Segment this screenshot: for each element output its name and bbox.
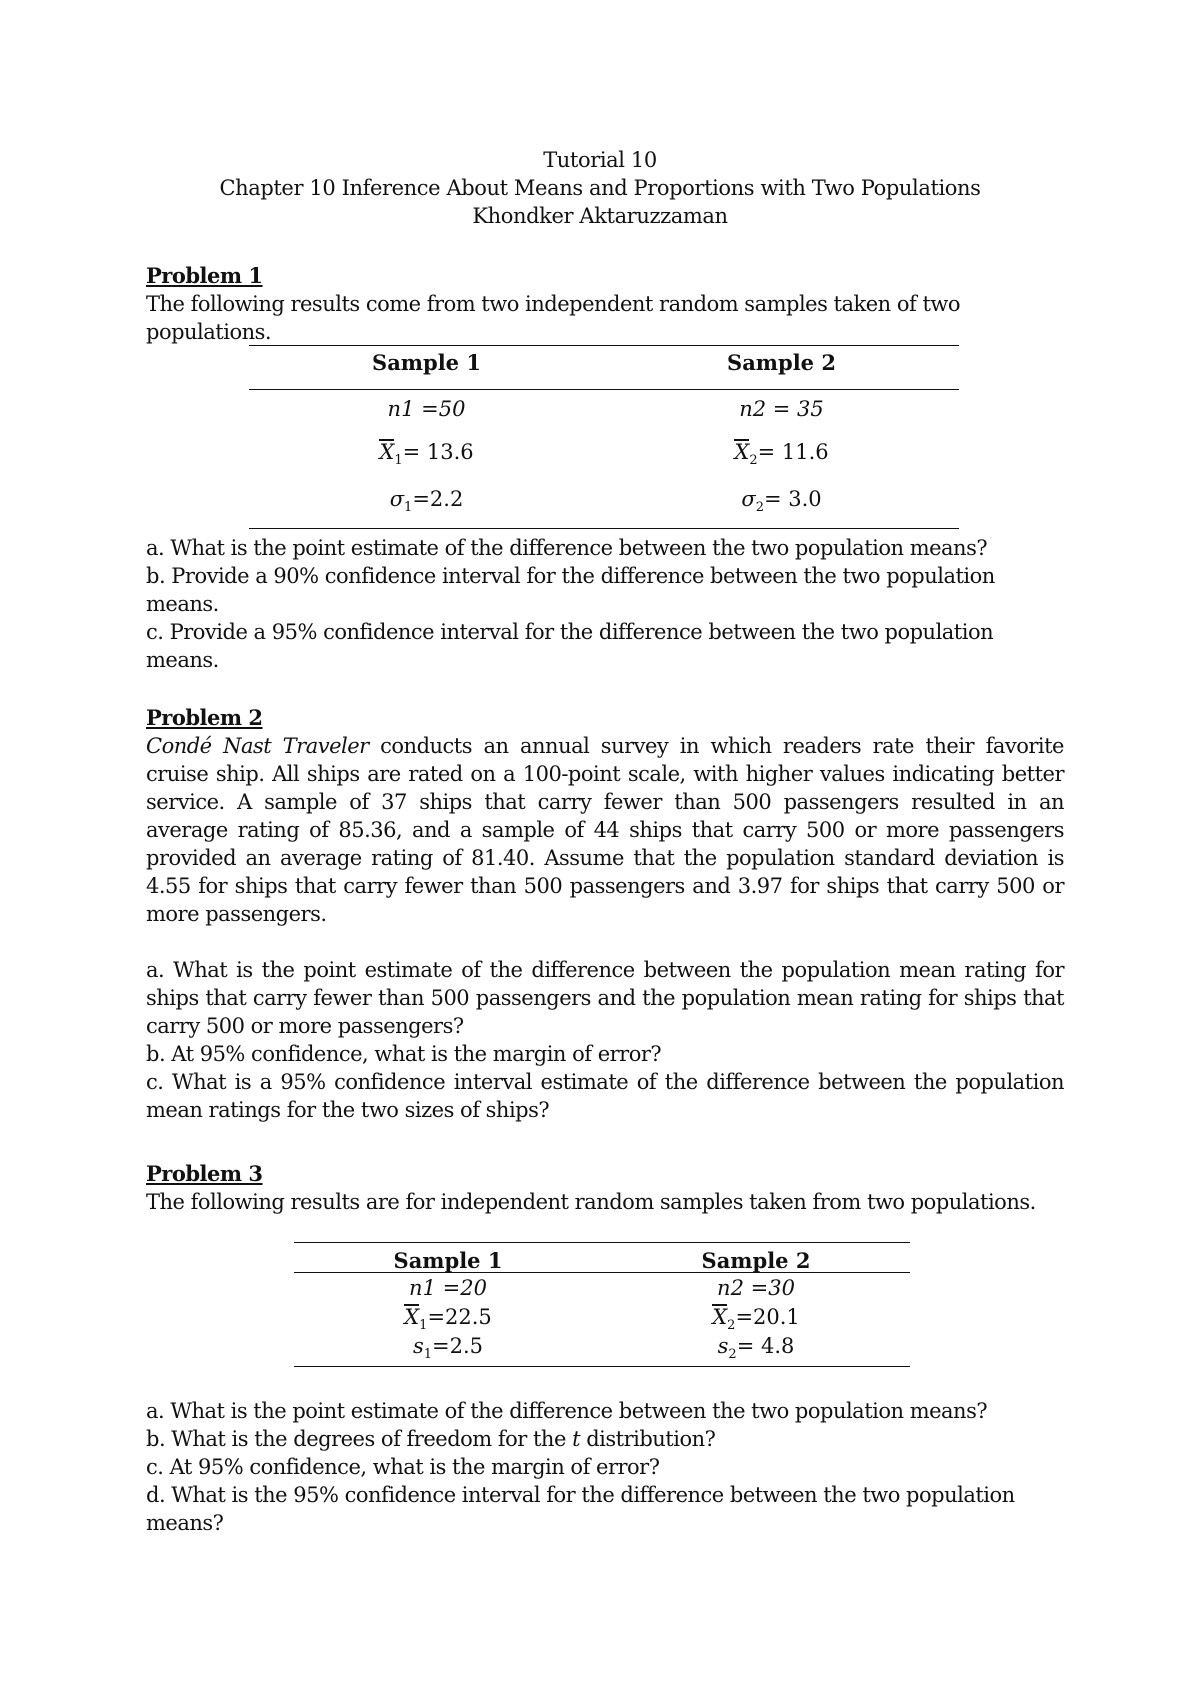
- problem3-questions: [146, 1397, 1051, 1537]
- sample2-mean: $X_2= 11.6$: [734, 440, 829, 469]
- problem1-question-a: a. What is the point estimate of the difference between the two population means?: [146, 536, 988, 560]
- tutorial-title: Tutorial 10: [543, 148, 657, 172]
- problem2-question-b: b. At 95% confidence, what is the margin of error?: [146, 1042, 662, 1066]
- table-rule-bottom: [249, 528, 959, 529]
- author-name: Khondker Aktaruzzaman: [472, 204, 728, 228]
- table-rule-bottom: [294, 1366, 910, 1367]
- sample2-mean: $X_2=20.1$: [712, 1305, 800, 1334]
- table-header-sample2: Sample 2: [727, 350, 836, 375]
- sample1-mean: $X_1= 13.6$: [379, 440, 474, 469]
- problem1-title: Problem 1: [146, 263, 263, 288]
- document-header: [0, 146, 1200, 230]
- sample2-n: n2 = 35: [739, 397, 824, 421]
- problem2-title: Problem 2: [146, 705, 263, 730]
- table-rule-header: [249, 389, 959, 390]
- magazine-name: Condé Nast Traveler: [146, 734, 369, 758]
- table-rule-top: [249, 345, 959, 346]
- problem2-question-a: a. What is the point estimate of the difference between the population mean rating for ships that carry fewer than 500 passengers and the population mean rating for ships that carry 500 or more passengers?: [146, 958, 1064, 1038]
- problem3-section: [146, 1160, 1064, 1216]
- chapter-title: Chapter 10 Inference About Means and Proportions with Two Populations: [219, 176, 981, 200]
- sample1-s: $s_1=2.5$: [412, 1334, 484, 1363]
- problem1-question-b: b. Provide a 90% confidence interval for the difference between the two population means.: [146, 564, 995, 616]
- problem1-section: [146, 262, 1064, 346]
- problem3-question-c: c. At 95% confidence, what is the margin of error?: [146, 1455, 660, 1479]
- sample2-s: $s_2= 4.8$: [717, 1334, 795, 1363]
- sample1-n: n1 =50: [387, 397, 466, 421]
- sample1-mean: $X_1=22.5$: [404, 1305, 492, 1334]
- sample1-sigma: $\sigma_1=2.2$: [389, 487, 464, 516]
- table-header-sample1: Sample 1: [372, 350, 481, 375]
- problem3-question-a: a. What is the point estimate of the difference between the two population means?: [146, 1399, 988, 1423]
- problem3-intro: The following results are for independent random samples taken from two populations.: [146, 1190, 1036, 1214]
- problem1-intro: The following results come from two independent random samples taken of two populations.: [146, 292, 961, 344]
- problem2-section: [146, 704, 1064, 1124]
- sample1-n: n1 =20: [409, 1276, 487, 1300]
- sample2-sigma: $\sigma_2= 3.0$: [741, 487, 822, 516]
- problem2-question-c: c. What is a 95% confidence interval estimate of the difference between the population mean ratings for the two sizes of ships?: [146, 1070, 1064, 1122]
- problem3-question-b: b. What is the degrees of freedom for the t distribution?: [146, 1427, 716, 1451]
- table-rule-header: [294, 1272, 910, 1273]
- spacer: [146, 928, 1064, 956]
- table-header-sample1: Sample 1: [393, 1248, 503, 1273]
- problem1-questions: [146, 534, 1051, 674]
- problem3-title: Problem 3: [146, 1161, 263, 1186]
- problem2-body: Condé Nast Traveler conducts an annual survey in which readers rate their favorite cruise ship. All ships are rated on a 100-point scale, with higher values indicating better service. A sample of 37 ships that carry fewer than 500 passengers resulted in an average rating of 85.36, and a sample of 44 ships that carry 500 or more passengers provided an average rating of 81.40. Assume that the population standard deviation is 4.55 for ships that carry fewer than 500 passengers and 3.97 for ships that carry 500 or more passengers.: [146, 734, 1064, 926]
- table-header-sample2: Sample 2: [701, 1248, 811, 1273]
- sample2-n: n2 =30: [717, 1276, 795, 1300]
- problem1-question-c: c. Provide a 95% confidence interval for the difference between the two population means.: [146, 620, 994, 672]
- problem3-question-d: d. What is the 95% confidence interval for the difference between the two population means?: [146, 1483, 1015, 1535]
- table-rule-top: [294, 1242, 910, 1243]
